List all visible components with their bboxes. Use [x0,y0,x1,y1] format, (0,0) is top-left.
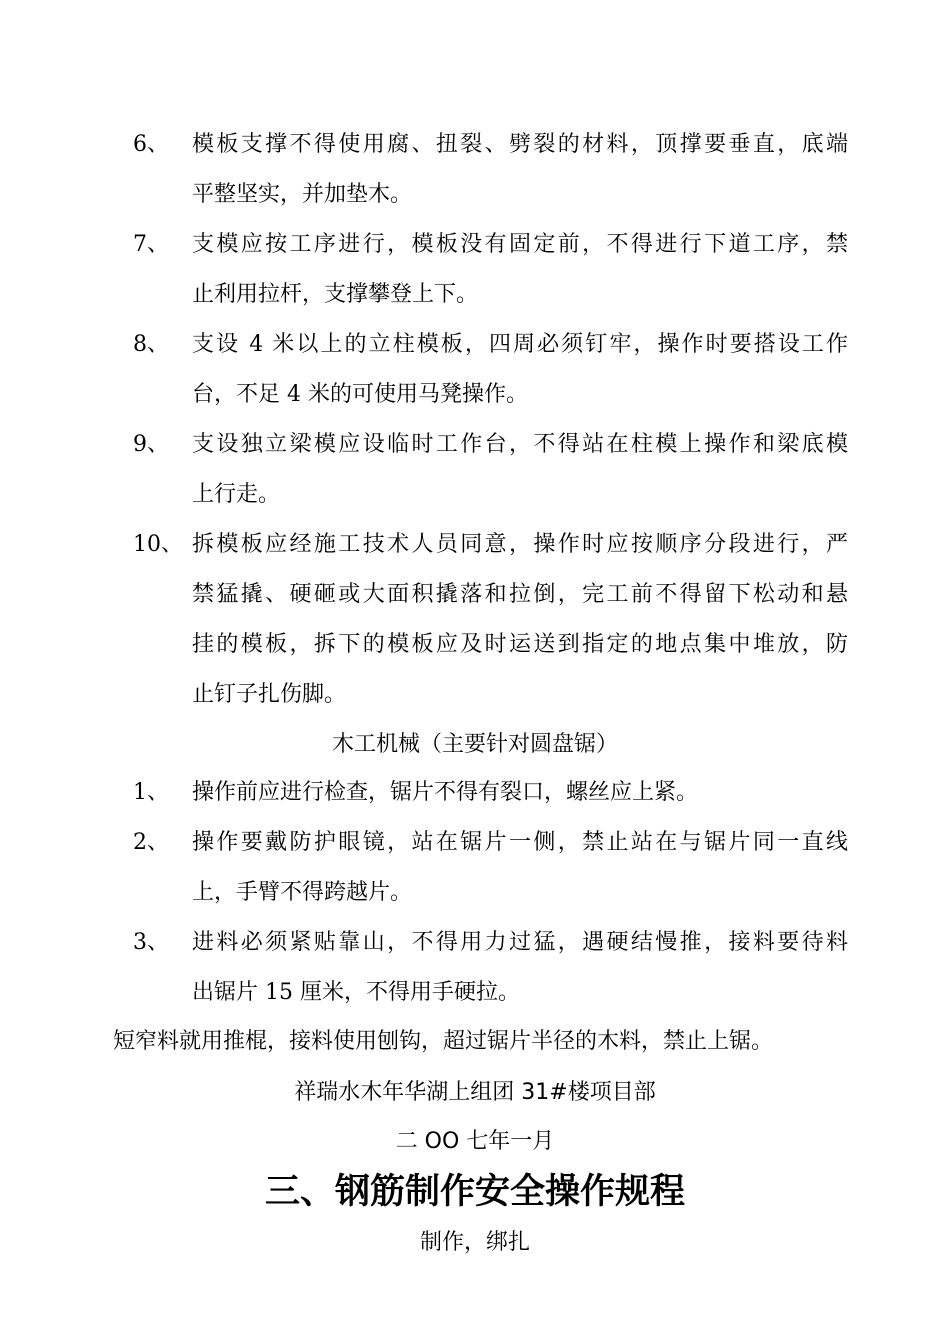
list-item-text: 模板支撑不得使用腐、扭裂、劈裂的材料，顶撑要垂直，底端 [192,132,848,157]
chapter-subtitle: 制作，绑扎 [419,1230,530,1255]
list-item-number: 1、 [133,780,169,805]
section-heading: 木工机械（主要针对圆盘锯） [331,732,618,757]
chapter-title: 三、钢筋制作安全操作规程 [264,1171,685,1212]
list-item-number: 6、 [133,132,169,157]
list-item-number: 7、 [133,232,169,257]
document-date: 二 OO 七年一月 [395,1129,555,1154]
list-item-text: 禁猛撬、硬砸或大面积撬落和拉倒，完工前不得留下松动和悬 [192,582,848,607]
list-item-text: 出锯片 15 厘米，不得用手硬拉。 [192,980,520,1005]
list-item-text: 支设 4 米以上的立柱模板，四周必须钉牢，操作时要搭设工作 [192,332,848,357]
list-item-text: 拆模板应经施工技术人员同意，操作时应按顺序分段进行，严 [192,532,848,557]
list-item-text: 支设独立梁模应设临时工作台，不得站在柱模上操作和梁底模 [192,432,848,457]
list-item-text: 支模应按工序进行，模板没有固定前，不得进行下道工序，禁 [192,232,848,257]
list-item-number: 8、 [133,332,169,357]
list-item-number: 10、 [133,532,183,557]
list-item-text: 操作前应进行检查，锯片不得有裂口，螺丝应上紧。 [192,780,699,805]
list-item-text: 止钉子扎伤脚。 [192,682,347,707]
list-item-text: 挂的模板，拆下的模板应及时运送到指定的地点集中堆放，防 [192,632,848,657]
list-item-number: 3、 [133,930,169,955]
list-item-number: 2、 [133,830,169,855]
closing-line: 短窄料就用推棍，接料使用刨钩，超过锯片半径的木料，禁止上锯。 [113,1029,774,1054]
list-item-number: 9、 [133,432,169,457]
list-item-text: 操作要戴防护眼镜，站在锯片一侧，禁止站在与锯片同一直线 [192,830,848,855]
list-item-text: 平整坚实，并加垫木。 [192,182,413,207]
list-item-text: 台，不足 4 米的可使用马凳操作。 [192,382,528,407]
list-item-text: 进料必须紧贴靠山，不得用力过猛，遇硬结慢推，接料要待料 [192,930,848,955]
project-name: 祥瑞水木年华湖上组团 31#楼项目部 [294,1080,656,1105]
list-item-text: 上行走。 [192,482,281,507]
list-item-text: 止利用拉杆，支撑攀登上下。 [192,282,479,307]
list-item-text: 上，手臂不得跨越片。 [192,880,413,905]
